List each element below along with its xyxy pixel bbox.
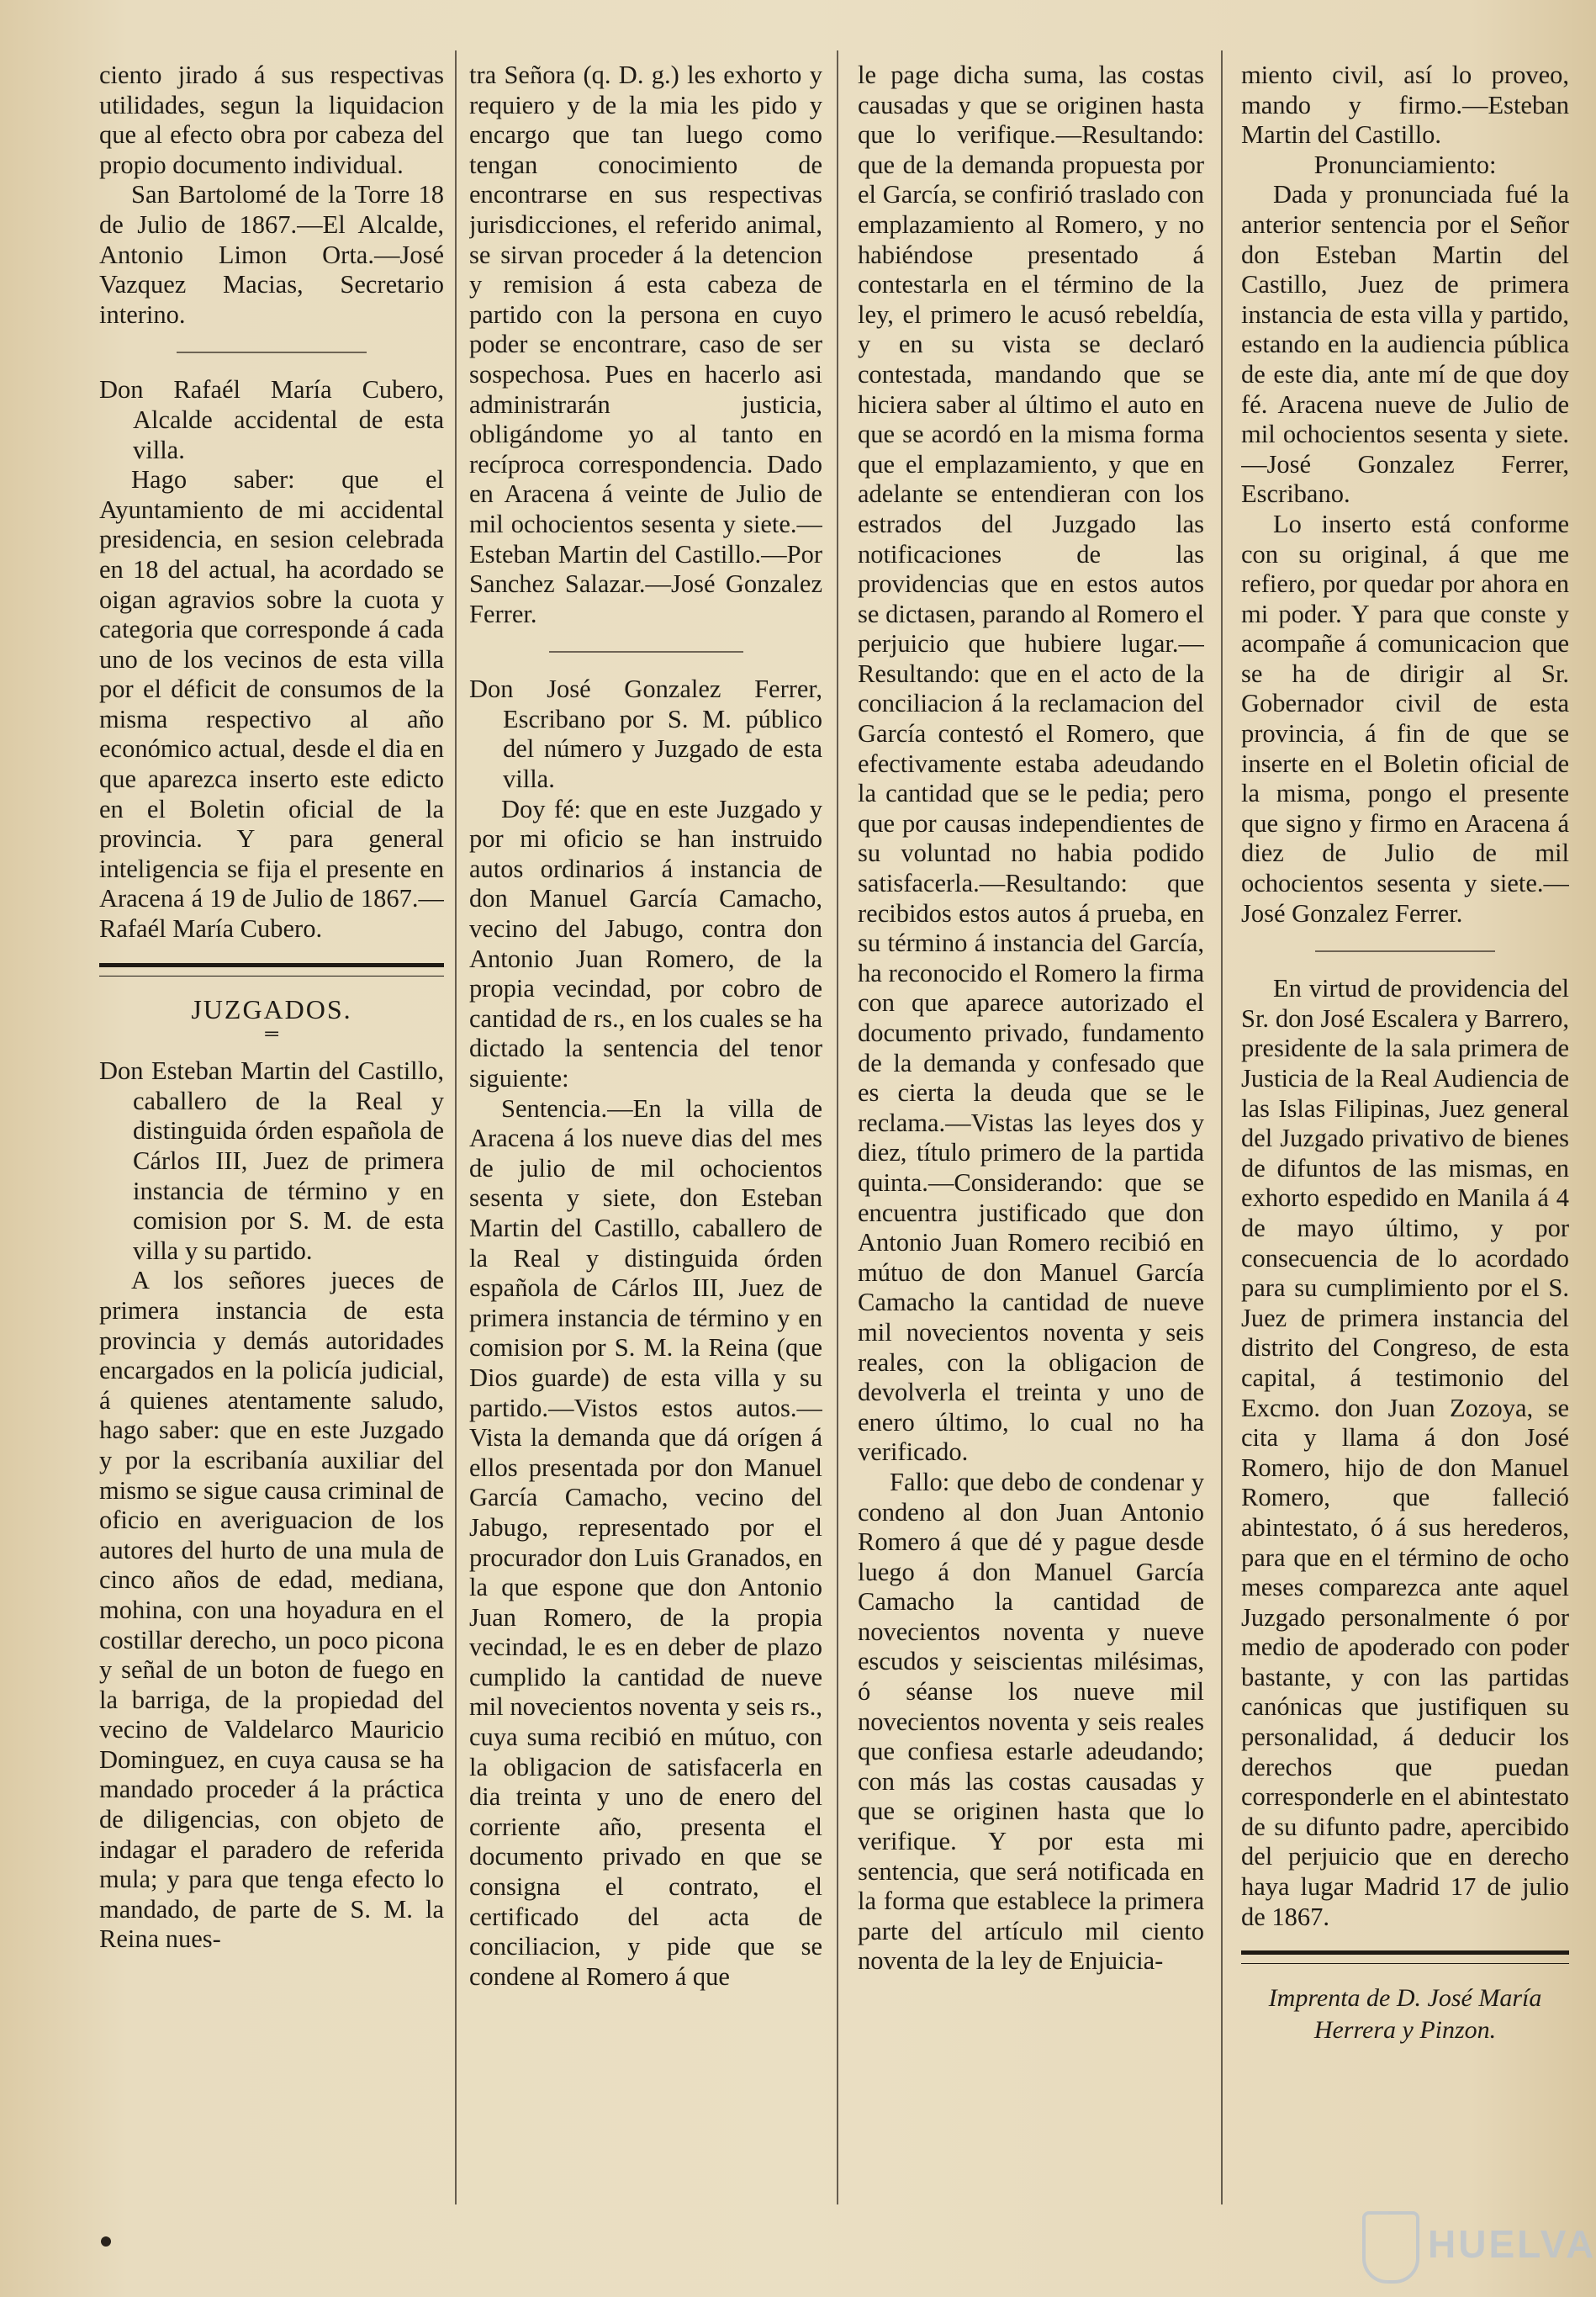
column-rule <box>837 50 838 2204</box>
archive-watermark <box>1362 2204 1596 2285</box>
sentence-paragraph: Sentencia.—En la villa de Aracena á los nueve dias del mes de julio de mil ochocientos sesenta y siete, don Esteban Martin del Castillo, caballero de la Real y distinguida órden española de Cárlos III, Juez de primera instancia de término y en comision por S. M. la Reina (que Dios guarde) de esta villa y su partido.—Vistos estos autos.—Vista la demanda que dá orígen á ellos presentada por don Manuel García Camacho, vecino del Jabugo, representado por el procurador don Luis Granados, en la que espone que don Antonio Juan Romero, de la propia vecindad, le es en deber de plazo cumplido la cantidad de nueve mil novecientos noventa y seis rs., cuya suma recibió en mútuo, con la obligacion de satisfacerla en dia treinta y uno de enero del corriente año, presenta el documento privado en que se consigna el contrato, el certificado del acta de conciliacion, y pide que se condene al Romero á que <box>469 1093 822 1991</box>
edict-paragraph: Hago saber: que el Ayuntamiento de mi accidental presidencia, en sesion celebrada en 18 del actual, ha acordado se oigan agravios sobre la cuota y categoria que corresponde á cada uno de los vecinos de esta villa por el déficit de consumos de la misma respectivo al año económico actual, desde el dia en que aparezca inserto este edicto en el Boletin oficial de la provincia. Y para general inteligencia se fija el presente en Aracena á 19 de Julio de 1867.—Rafaél María Cubero. <box>99 465 444 944</box>
paragraph: tra Señora (q. D. g.) les exhorto y requiero y de la mia les pido y encargo que tan luego como tengan conocimiento de encontrarse en sus respectivas jurisdicciones, el referido animal, se sirvan proceder á la detencion y remision á esta cabeza de partido con la persona en cuyo poder se encontrare, caso de ser sospechosa. Pues en hacerlo asi administrarán justicia, obligándome yo al tanto en recíproca correspondencia. Dado en Aracena á veinte de Julio de mil ochocientos sesenta y siete.—Esteban Martin del Castillo.—Por Sanchez Salazar.—José Gonzalez Ferrer. <box>469 61 822 628</box>
paragraph: ciento jirado á sus respectivas utilidades, segun la liquidacion que al efecto obra por cabeza del propio documento individual. <box>99 61 444 179</box>
imprint-line-1: Imprenta de D. José María <box>1268 1984 1542 2013</box>
section-title: JUZGADOS. <box>191 993 352 1024</box>
heading-ornament: ═ <box>265 1023 278 1045</box>
column-1 <box>99 61 444 2196</box>
separator <box>1315 950 1496 952</box>
column-4 <box>1241 61 1569 2196</box>
notary-heading: Don José Gonzalez Ferrer, Escribano por S. M. público del número y Juzgado de esta villa. <box>469 675 822 794</box>
separator <box>549 651 743 653</box>
paragraph: le page dicha suma, las costas causadas y que se originen hasta que lo verifique.—Resultando: que de la demanda propuesta por el García, se confirió traslado con emplazamiento al Romero, y no habiéndose presentado á contestarla en el término de la ley, el primero le acusó rebeldía, y en su vista se declaró contestada, mandando que se hiciera saber al último el auto en que se acordó en la misma forma que el emplazamiento, y que en adelante se entendieran con los estrados del Juzgado las notificaciones de las providencias que en estos autos se dictasen, parando al Romero el perjuicio que hubiere lugar.—Resultando: que en el acto de la conciliacion á la reclamacion del García contestó el Romero, que efectivamente estaba adeudando la cantidad que se le pedia; pero que por causas independientes de su voluntad no habia podido satisfacerla.—Resultando: que recibidos estos autos á prueba, en su término á instancia del García, ha reconocido el Romero la firma con que aparece autorizado el documento privado, fundamento de la demanda y confesado que es cierta la deuda que se le reclama.—Vistas las leyes dos y diez, título primero de la partida quinta.—Considerando: que se encuentra justificado que don Antonio Juan Romero recibió en mútuo de don Manuel García Camacho la cantidad de nueve mil novecientos noventa y seis reales, con la obligacion de devolverla el treinta y uno de enero último, lo cual no ha verificado. <box>858 61 1204 1467</box>
separator <box>177 352 367 353</box>
citation-paragraph: En virtud de providencia del Sr. don José Escalera y Barrero, presidente de la sala primera de Justicia de la Real Audiencia de las Islas Filipinas, Juez general del Juzgado privativo de bienes de difuntos de las mismas, en exhorto espedido en Manila á 4 de mayo último, y por consecuencia de lo acordado para su cumplimiento por el S. Juez de primera instancia del distrito del Congreso, de esta capital, á testimonio del Excmo. don Juan Zozoya, se cita y llama á don José Romero, hijo de don Manuel Romero, que falleció abintestato, ó á sus herederos, para que en el término de ocho meses comparezca ante aquel Juzgado personalmente ó por medio de apoderado con poder bastante, y con las partidas canónicas que justifiquen su personalidad, á deducir los derechos que puedan corresponderle en el abintestato de su difunto padre, apercibido del perjuicio que en derecho haya lugar Madrid 17 de julio de 1867. <box>1241 974 1569 1931</box>
subheading: Pronunciamiento: <box>1313 150 1497 179</box>
closing-rule-thin <box>1241 1963 1569 1964</box>
ruling-paragraph: Fallo: que debo de condenar y condeno al don Juan Antonio Romero á que dé y pague desde luego á don Manuel García Camacho la cantidad de novecientos noventa y nueve escudos y seiscientas milésimas, ó séanse los nueve mil novecientos noventa y seis reales que confiesa estarle adeudando; con más las costas causadas y que se originen hasta que lo verifique. Y por esta mi sentencia, que será notificada en la forma que establece la primera parte del artículo mil ciento noventa de la ley de Enjuicia- <box>858 1467 1204 1976</box>
exhorto-paragraph: A los señores jueces de primera instancia de esta provincia y demás autoridades encargados en la policía judicial, á quienes atentamente saludo, hago saber: que en este Juzgado y por la escribanía auxiliar del mismo se sigue causa criminal de oficio en averiguacion de los autores del hurto de una mula de cinco años de edad, mediana, mohina, con una hoyadura en el costillar derecho, un poco picona y señal de un boton de fuego en la barriga, de la propiedad del vecino de Valdelarco Mauricio Dominguez, en cuya causa se ha mandado proceder á la práctica de diligencias, con objeto de indagar el paradero de referida mula; y para que tenga efecto lo mandado, de parte de S. M. la Reina nues- <box>99 1266 444 1954</box>
paragraph: miento civil, así lo proveo, mando y firmo.—Esteban Martin del Castillo. <box>1241 61 1569 150</box>
column-rule <box>1221 50 1223 2204</box>
print-dot <box>101 2236 111 2247</box>
section-rule <box>99 963 444 967</box>
paragraph: Dada y pronunciada fué la anterior sentencia por el Señor don Esteban Martin del Castillo, Juez de primera instancia de esta villa y partido, estando en la audiencia pública de este dia, ante mí de que doy fé. Aracena nueve de Julio de mil ochocientos sesenta y siete.—José Gonzalez Ferrer, Escribano. <box>1241 180 1569 509</box>
column-3 <box>858 61 1204 2196</box>
watermark-text: HUELVA <box>1428 2222 1596 2266</box>
column-2 <box>469 61 822 2196</box>
signature-paragraph: San Bartolomé de la Torre 18 de Julio de 1867.—El Alcalde, Antonio Limon Orta.—José Vazquez Macias, Secretario interino. <box>99 180 444 329</box>
closing-rule <box>1241 1950 1569 1955</box>
imprint-line-2: Herrera y Pinzon. <box>1313 2016 1497 2045</box>
judge-heading: Don Esteban Martin del Castillo, caballero de la Real y distinguida órden española de Cárlos III, Juez de primera instancia de término y en comision por S. M. de esta villa y su partido. <box>99 1056 444 1265</box>
edict-heading: Don Rafaél María Cubero, Alcalde accidental de esta villa. <box>99 375 444 464</box>
printer-imprint <box>1241 1982 1569 2046</box>
shield-icon <box>1362 2211 1419 2284</box>
paragraph: Doy fé: que en este Juzgado y por mi oficio se han instruido autos ordinarios á instancia de don Manuel García Camacho, vecino del Jabugo, contra don Antonio Juan Romero, de la propia vecindad, por cobro de cantidad de rs., en los cuales se ha dictado la sentencia del tenor siguiente: <box>469 794 822 1093</box>
column-rule <box>455 50 457 2204</box>
paragraph: Lo inserto está conforme con su original, á que me refiero, por quedar por ahora en mi poder. Y para que conste y acompañe á comunicacion que se ha de dirigir al Sr. Gobernador civil de esta provincia, á fin de que se inserte en el Boletin oficial de la misma, pongo el presente que signo y firmo en Aracena á diez de Julio de mil ochocientos sesenta y siete.—José Gonzalez Ferrer. <box>1241 509 1569 928</box>
